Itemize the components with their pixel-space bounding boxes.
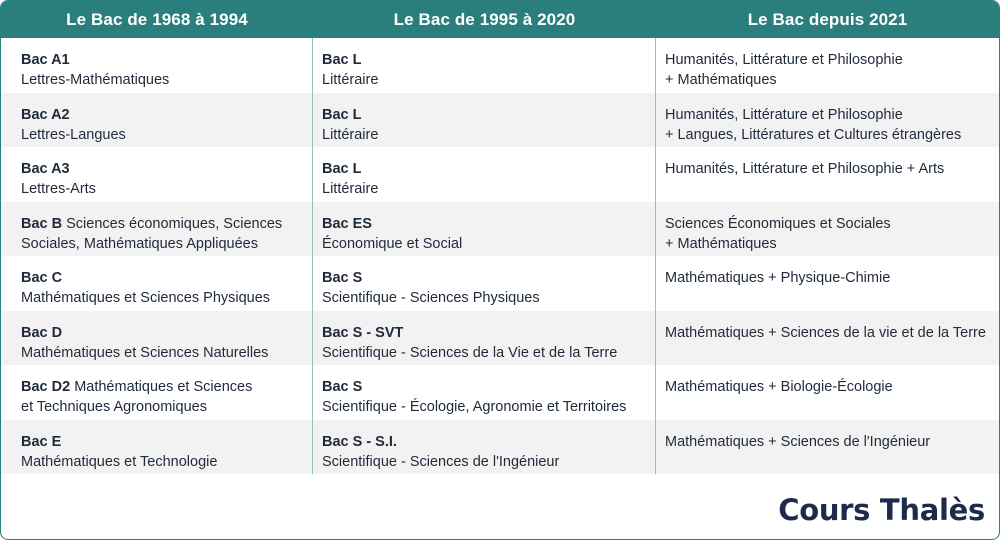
old-bac-description: Lettres-Mathématiques	[21, 72, 170, 88]
old-bac-description: Mathématiques et Sciences Physiques	[21, 290, 271, 306]
new-bac-line-1: Mathématiques + Sciences de l'Ingénieur	[665, 433, 931, 450]
cell-new-bac	[656, 38, 999, 93]
new-bac-line-1: Humanités, Littérature et Philosophie + Arts	[665, 161, 945, 177]
old-bac-description: Lettres-Arts	[21, 181, 96, 197]
new-bac-line-2: + Mathématiques	[665, 235, 777, 252]
old-bac-inline: Sciences économiques, Sciences	[62, 215, 283, 232]
cell-new-bac	[656, 365, 999, 420]
cell-old-bac	[1, 311, 313, 366]
cell-mid-bac	[313, 311, 656, 366]
old-bac-name: Bac B	[21, 215, 63, 232]
old-bac-name: Bac A3	[21, 161, 70, 177]
old-bac-name: Bac D	[21, 324, 63, 341]
cell-mid-bac	[313, 420, 656, 475]
table-body	[1, 38, 999, 474]
new-bac-line-1: Mathématiques + Biologie-Écologie	[665, 379, 893, 395]
mid-bac-description: Littéraire	[322, 126, 379, 143]
old-bac-inline: Mathématiques et Sciences	[70, 379, 253, 395]
cell-mid-bac	[313, 256, 656, 311]
cell-old-bac	[1, 38, 313, 93]
table-header	[1, 1, 999, 38]
header-col-1995-2020: Le Bac de 1995 à 2020	[393, 9, 576, 29]
old-bac-description: Sociales, Mathématiques Appliquées	[21, 235, 258, 252]
cell-mid-bac	[313, 147, 656, 202]
old-bac-description: Mathématiques et Sciences Naturelles	[21, 344, 269, 361]
old-bac-description: Mathématiques et Technologie	[21, 453, 218, 470]
cell-mid-bac	[313, 365, 656, 420]
new-bac-line-1: Sciences Économiques et Sociales	[665, 215, 891, 232]
mid-bac-description: Littéraire	[322, 72, 379, 88]
table-row	[1, 420, 999, 475]
cell-old-bac	[1, 365, 313, 420]
mid-bac-description: Économique et Social	[322, 235, 463, 252]
mid-bac-name: Bac S - S.I.	[322, 433, 397, 450]
new-bac-line-1: Humanités, Littérature et Philosophie	[665, 106, 903, 123]
cell-mid-bac	[313, 93, 656, 148]
new-bac-line-1: Humanités, Littérature et Philosophie	[665, 52, 903, 68]
table-row	[1, 38, 999, 93]
cell-new-bac	[656, 311, 999, 366]
mid-bac-name: Bac ES	[322, 215, 372, 232]
mid-bac-description: Scientifique - Sciences de la Vie et de la Terre	[322, 344, 618, 361]
cell-mid-bac	[313, 38, 656, 93]
cell-new-bac	[656, 420, 999, 475]
cours-thales-logo: Cours Thalès	[778, 493, 985, 527]
new-bac-line-2: + Mathématiques	[665, 72, 777, 88]
table-row	[1, 365, 999, 420]
cell-old-bac	[1, 147, 313, 202]
old-bac-name: Bac A2	[21, 106, 70, 123]
mid-bac-description: Scientifique - Sciences Physiques	[322, 290, 540, 306]
mid-bac-name: Bac L	[322, 161, 362, 177]
new-bac-line-1: Mathématiques + Sciences de la vie et de la Terre	[665, 324, 986, 341]
new-bac-line-2: + Langues, Littératures et Cultures étrangères	[665, 126, 962, 143]
new-bac-line-1: Mathématiques + Physique-Chimie	[665, 270, 891, 286]
cell-mid-bac	[313, 202, 656, 257]
table-row	[1, 311, 999, 366]
old-bac-name: Bac A1	[21, 52, 70, 68]
cell-new-bac	[656, 202, 999, 257]
mid-bac-name: Bac S	[322, 270, 363, 286]
mid-bac-name: Bac S	[322, 379, 363, 395]
table-row	[1, 147, 999, 202]
mid-bac-name: Bac S - SVT	[322, 324, 404, 341]
cell-new-bac	[656, 147, 999, 202]
table-row	[1, 256, 999, 311]
mid-bac-description: Littéraire	[322, 181, 379, 197]
old-bac-name: Bac D2	[21, 379, 71, 395]
cell-old-bac	[1, 93, 313, 148]
cell-old-bac	[1, 202, 313, 257]
mid-bac-name: Bac L	[322, 52, 362, 68]
cell-old-bac	[1, 420, 313, 475]
old-bac-name: Bac E	[21, 433, 62, 450]
header-col-2021: Le Bac depuis 2021	[747, 9, 908, 29]
mid-bac-description: Scientifique - Écologie, Agronomie et Territoires	[322, 399, 627, 415]
cell-old-bac	[1, 256, 313, 311]
old-bac-description: et Techniques Agronomiques	[21, 399, 207, 415]
cell-new-bac	[656, 256, 999, 311]
table-row	[1, 202, 999, 257]
old-bac-description: Lettres-Langues	[21, 126, 126, 143]
table-row	[1, 93, 999, 148]
old-bac-name: Bac C	[21, 270, 63, 286]
mid-bac-description: Scientifique - Sciences de l'Ingénieur	[322, 453, 560, 470]
cell-new-bac	[656, 93, 999, 148]
header-col-1968-1994: Le Bac de 1968 à 1994	[66, 9, 248, 29]
mid-bac-name: Bac L	[322, 106, 362, 123]
